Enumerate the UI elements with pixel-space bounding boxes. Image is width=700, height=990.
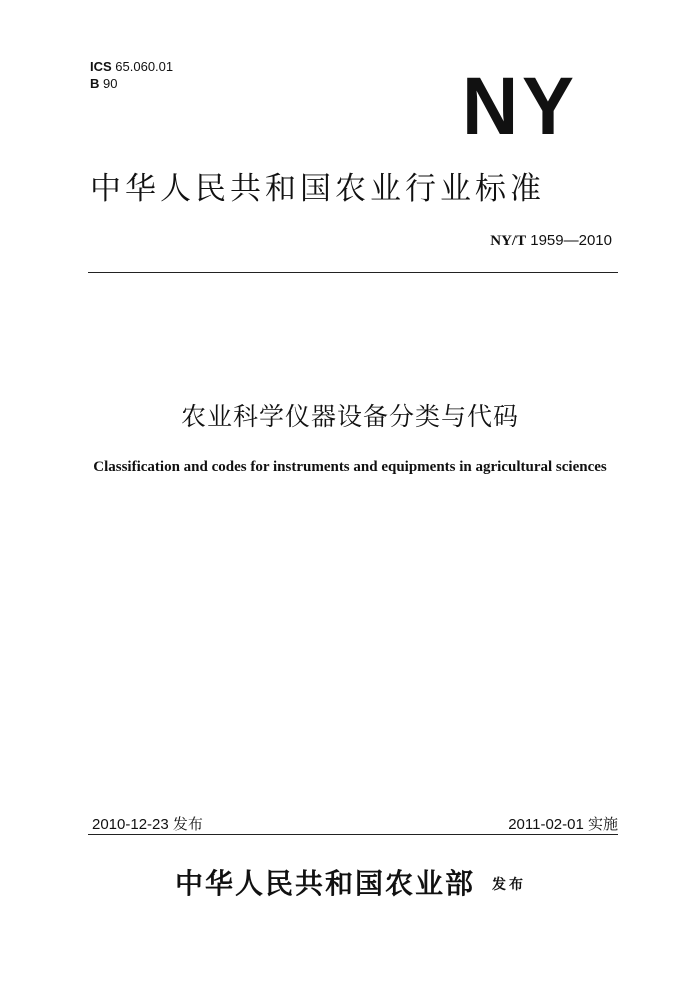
b-code: 90 xyxy=(103,76,118,91)
standard-number xyxy=(490,232,612,250)
ics-label: ICS xyxy=(90,59,112,74)
issuing-authority: 中华人民共和国农业部 xyxy=(175,867,476,900)
ny-logo: NY xyxy=(462,61,578,152)
classification-codes xyxy=(90,58,173,92)
standard-type-heading: 中华人民共和国农业行业标准 xyxy=(90,171,545,207)
standard-number-value: 1959—2010 xyxy=(530,232,612,249)
issue-date: 2010-12-23 发布 xyxy=(92,816,203,833)
standard-number-prefix: NY/T xyxy=(490,233,527,249)
ics-code: 65.060.01 xyxy=(115,59,174,74)
document-title-chinese: 农业科学仪器设备分类与代码 xyxy=(180,402,519,431)
bottom-divider xyxy=(88,834,618,835)
top-divider xyxy=(88,272,618,273)
b-label: B xyxy=(90,76,100,91)
issuing-authority-suffix: 发布 xyxy=(492,877,526,893)
ics-code-line xyxy=(90,58,173,75)
implementation-date: 2011-02-01 实施 xyxy=(508,816,618,833)
b-code-line xyxy=(90,75,173,92)
document-title-english: Classification and codes for instruments and equipments in agricultural sciences xyxy=(93,459,607,475)
